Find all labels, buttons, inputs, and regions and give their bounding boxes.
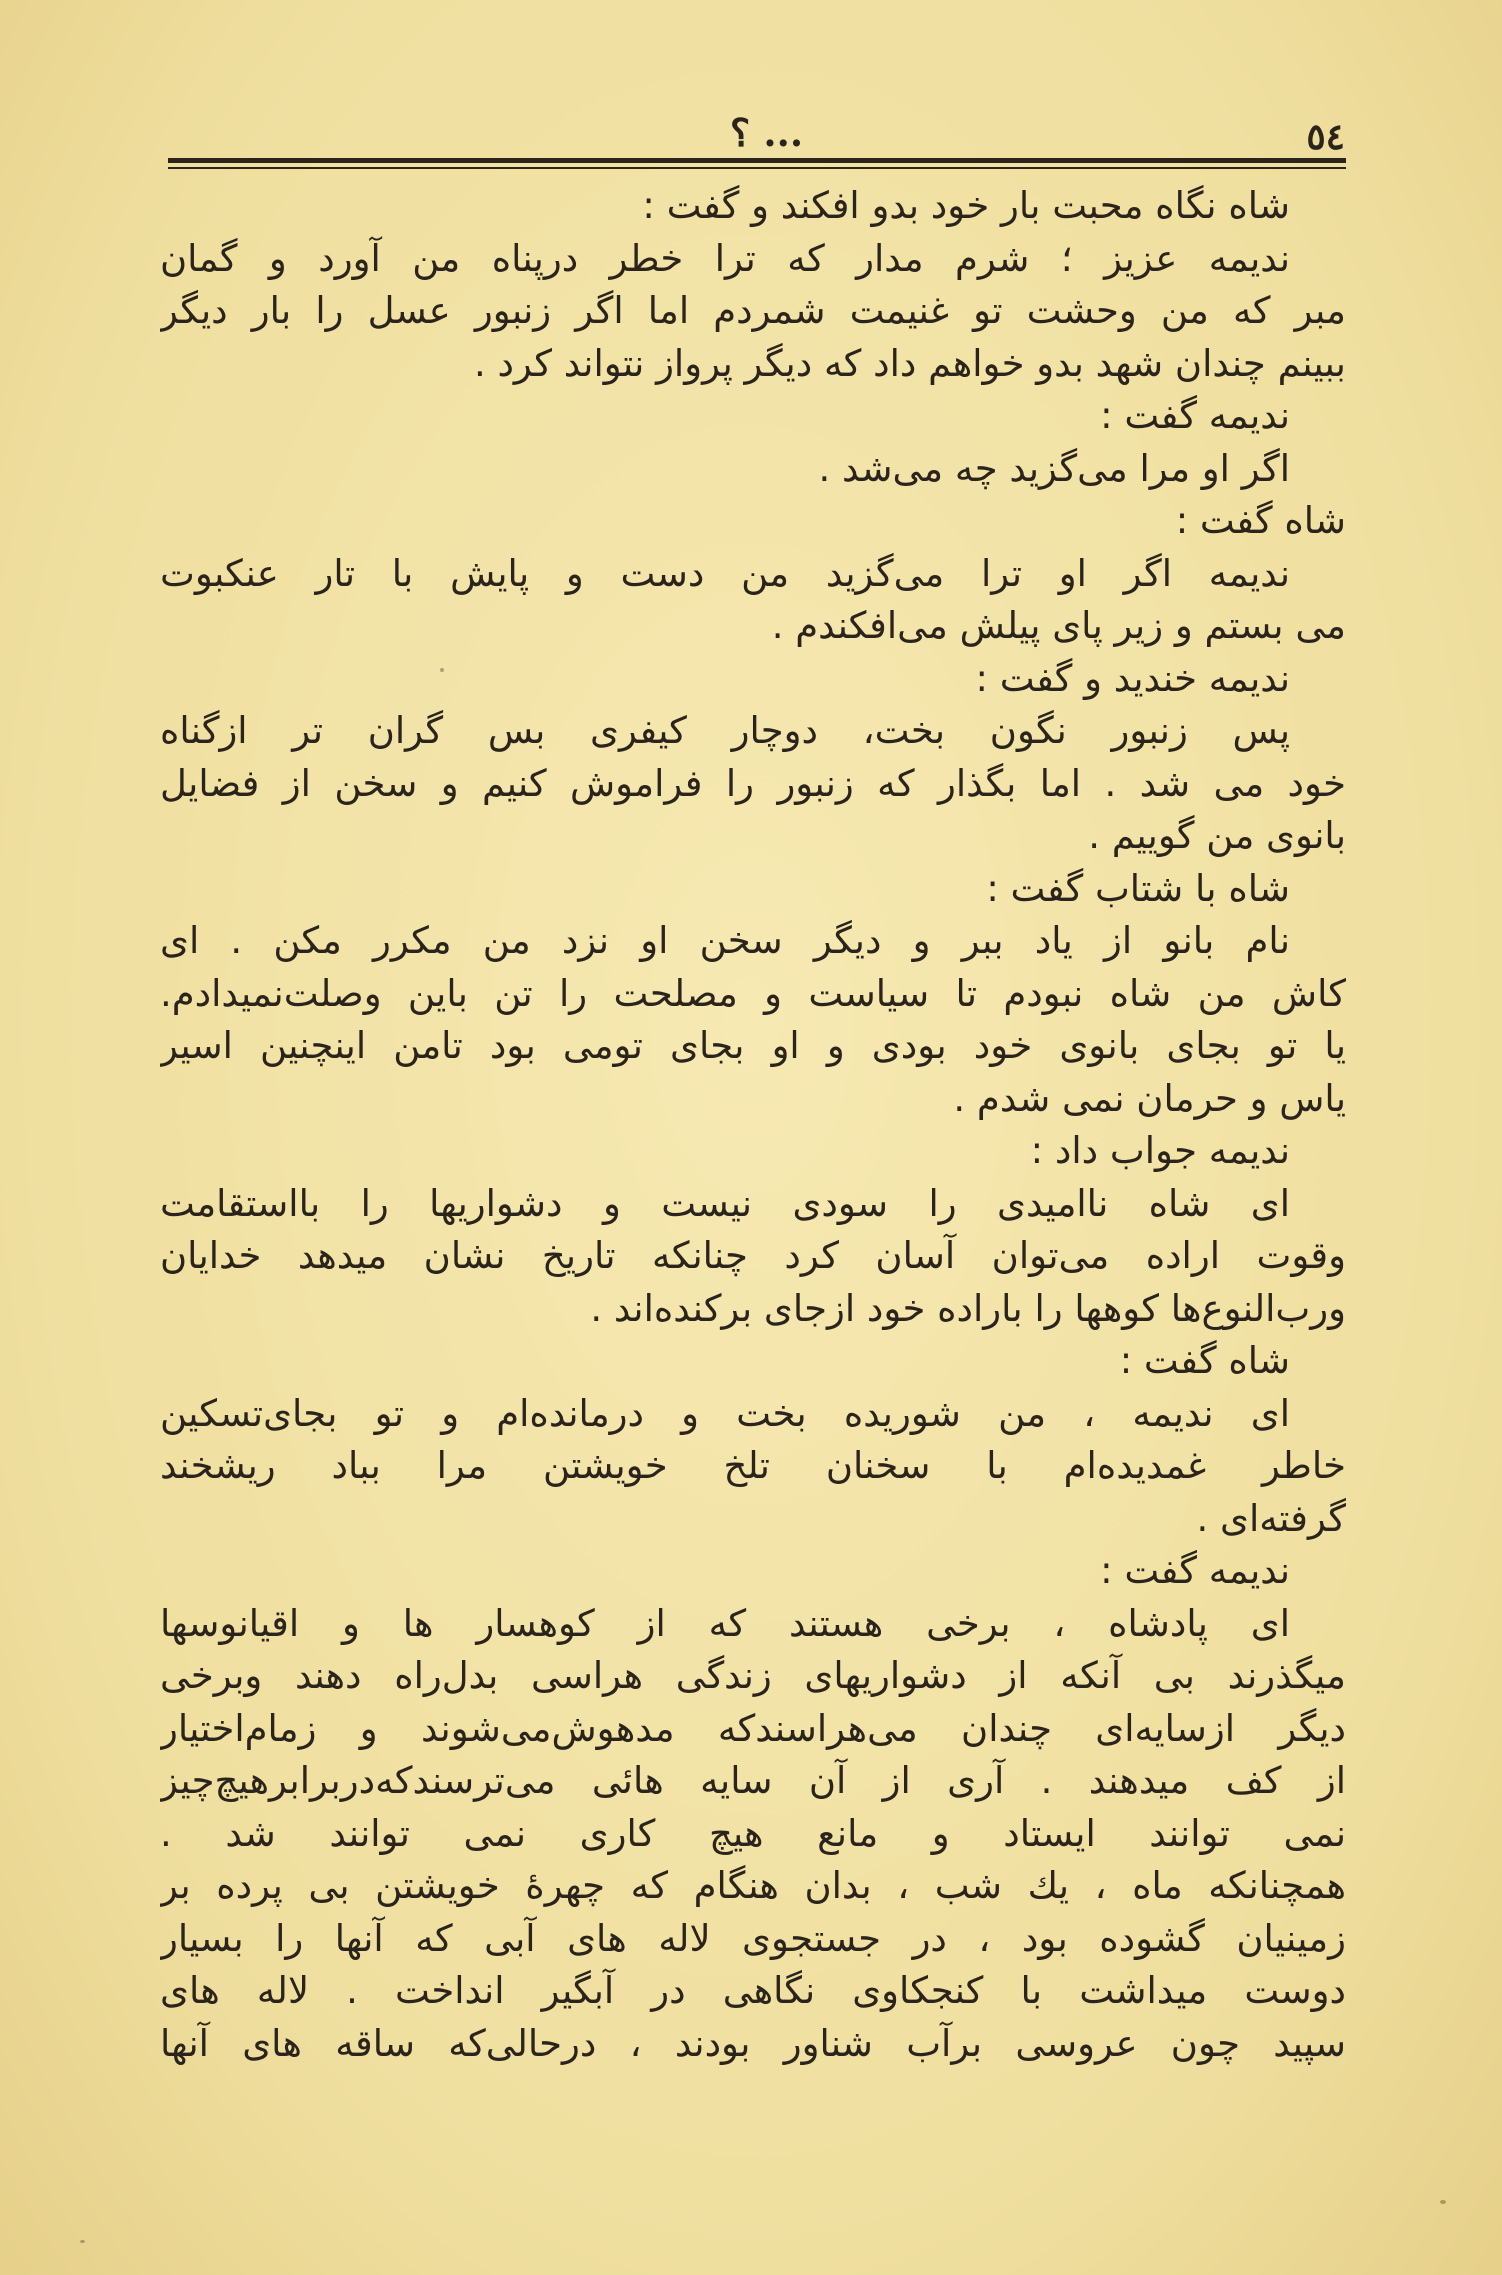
text-line: اگر او مرا می‌گزید چه می‌شد . <box>818 446 1290 490</box>
text-line: ای شاه ناامیدی را سودی نیست و دشواریها را بااستقامت <box>160 1181 1290 1225</box>
text-line: بانوی من گوییم . <box>1088 814 1346 857</box>
page-header <box>170 110 1345 160</box>
page-number: ٥٤ <box>1306 116 1345 158</box>
header-rule-thick <box>168 158 1346 163</box>
text-line: ببینم چندان شهد بدو خواهم داد که دیگر پرواز نتواند کرد . <box>473 341 1346 385</box>
text-line: می بستم و زیر پای پیلش می‌افکندم . <box>771 604 1346 647</box>
text-line: شاه گفت : <box>1175 499 1346 542</box>
text-line: ورب‌النوع‌ها کوهها را باراده خود ازجای برکنده‌اند . <box>590 1286 1346 1330</box>
text-line: دیگر ازسایه‌ای چندان می‌هراسندکه مدهوش‌می‌شوند و زمام‌اختیار <box>160 1706 1346 1750</box>
paper-speck <box>1440 2200 1446 2204</box>
text-line: ندیمه اگر او ترا می‌گزید من دست و پایش با تار عنکبوت <box>160 551 1290 595</box>
text-line: ای ندیمه ، من شوریده بخت و درمانده‌ام و تو بجای‌تسکین <box>160 1391 1290 1435</box>
text-line: شاه گفت : <box>1119 1339 1290 1382</box>
text-line: مبر که من وحشت تو غنیمت شمردم اما اگر زنبور عسل را بار دیگر <box>160 289 1346 332</box>
text-line: سپید چون عروسی برآب شناور بودند ، درحالی‌که ساقه های آنها <box>160 2021 1346 2065</box>
text-line: ندیمه گفت : <box>1100 1549 1290 1592</box>
text-line: نمی توانند ایستاد و مانع هیچ کاری نمی توانند شد . <box>160 1811 1346 1855</box>
text-line: نام بانو از یاد ببر و دیگر سخن او نزد من مکرر مکن . ای <box>160 919 1290 962</box>
header-rule-thin <box>168 167 1346 169</box>
text-line: ندیمه گفت : <box>1100 394 1290 437</box>
text-line: کاش من شاه نبودم تا سیاست و مصلحت را تن باین وصلت‌نمیدادم. <box>160 971 1346 1015</box>
text-line: خود می شد . اما بگذار که زنبور را فراموش کنیم و سخن از فضایل <box>160 761 1346 805</box>
text-line: شاه نگاه محبت بار خود بدو افکند و گفت : <box>642 184 1290 227</box>
text-line: ای پادشاه ، برخی هستند که از کوهسار ها و اقیانوسها <box>160 1601 1290 1645</box>
text-line: همچنانکه ماه ، یك شب ، بدان هنگام که چهرهٔ خویشتن بی پرده بر <box>160 1864 1346 1907</box>
running-title: ؟ ... <box>730 110 804 155</box>
text-line: ندیمه عزیز ؛ شرم مدار که ترا خطر درپناه من آورد و گمان <box>160 236 1290 280</box>
paper-speck <box>80 2240 85 2243</box>
text-line: گرفته‌ای . <box>1196 1496 1346 1540</box>
text-line: یاس و حرمان نمی شدم . <box>953 1076 1346 1120</box>
text-line: وقوت اراده می‌توان آسان کرد چنانکه تاریخ نشان میدهد خدایان <box>160 1234 1346 1277</box>
body-text <box>160 180 1346 2180</box>
text-line: ندیمه خندید و گفت : <box>975 656 1290 700</box>
text-line: از کف میدهند . آری از آن سایه هائی می‌ترسندکه‌دربرابرهیچ‌چیز <box>160 1759 1346 1802</box>
text-line: شاه با شتاب گفت : <box>986 866 1290 910</box>
text-line: خاطر غمدیده‌ام با سخنان تلخ خویشتن مرا بباد ریشخند <box>160 1444 1346 1487</box>
text-line: پس زنبور نگون بخت، دوچار کیفری بس گران تر ازگناه <box>160 709 1290 752</box>
paper-speck <box>440 668 444 672</box>
text-line: زمینیان گشوده بود ، در جستجوی لاله های آبی که آنها را بسیار <box>160 1916 1346 1960</box>
text-line: میگذرند بی آنکه از دشواریهای زندگی هراسی بدل‌راه دهند وبرخی <box>160 1654 1346 1697</box>
text-line: دوست میداشت با کنجکاوی نگاهی در آبگیر انداخت . لاله های <box>160 1969 1346 2012</box>
text-line: ندیمه جواب داد : <box>1030 1129 1290 1172</box>
text-line: یا تو بجای بانوی خود بودی و او بجای تومی بود تامن اینچنین اسیر <box>160 1024 1346 1067</box>
